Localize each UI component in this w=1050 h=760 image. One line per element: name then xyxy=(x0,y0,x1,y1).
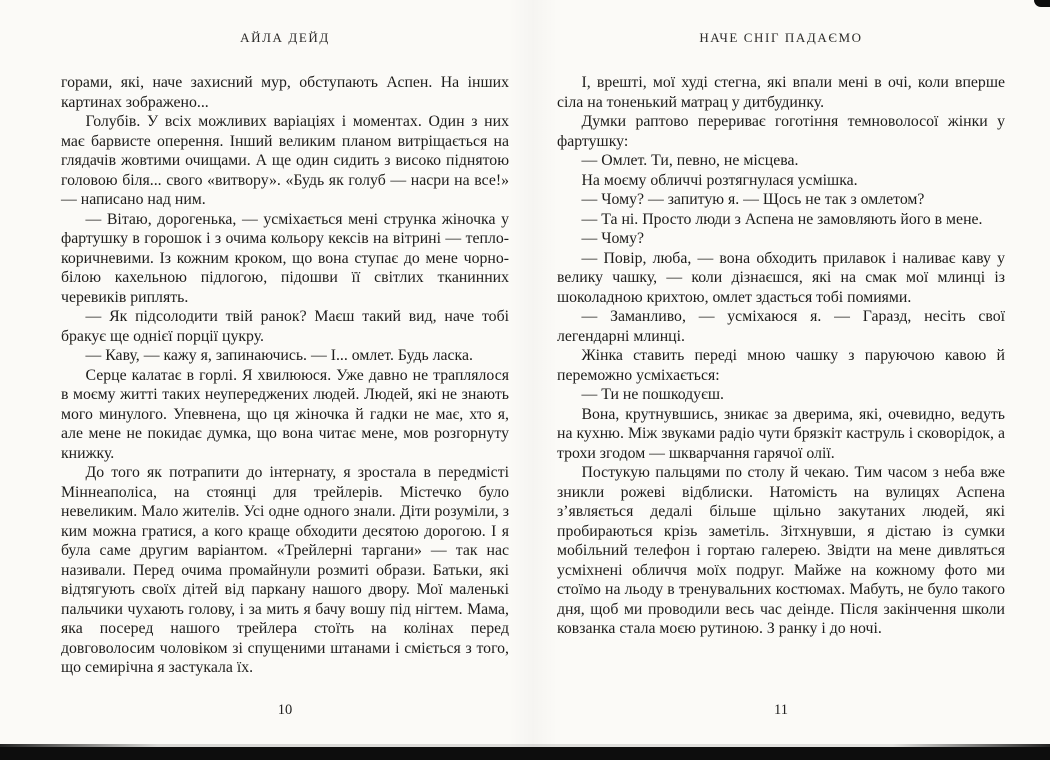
paragraph: — Чому? — запитую я. — Щось не так з омлетом? xyxy=(581,191,925,208)
paragraph: — Вітаю, дорогенька, — усміхається мені струнка жіночка у фартушку в горошок і з очима кольору кексів на вітрині — тепло-коричневими. Із кожним кроком, що вона ступає до мене чорно-білою кахельною підлогою, підошви її світлих тканинних черевиків риплять. xyxy=(61,210,509,306)
scan-edge-bottom xyxy=(0,747,1050,760)
paragraph: Жінка ставить переді мною чашку з паруючою кавою й переможно усміхається: xyxy=(557,347,1005,384)
page-gutter xyxy=(509,0,557,760)
paragraph: Серце калатає в горлі. Я хвилююся. Уже давно не траплялося в моєму житті таких неупереджених людей. Людей, які не знають мого минулого. Упевнена, що ця жіночка й гадки не має, хто я, але мене не покидає думка, що вона читає мене, мов розгорнуту книжку. xyxy=(61,366,509,462)
paragraph: І, врешті, мої худі стегна, які впали мені в очі, коли вперше сіла на тоненький матрац у дитбудинку. xyxy=(557,74,1005,111)
page-right xyxy=(557,0,1005,760)
paragraph: — Каву, — кажу я, запинаючись. — І... омлет. Будь ласка. xyxy=(85,347,473,364)
paragraph: Думки раптово перериває гоготіння темноволосої жінки у фартушку: xyxy=(557,113,1005,150)
paragraph: До того як потрапити до інтернату, я зростала в передмісті Міннеаполіса, на стоянці для трейлерів. Містечко було невеликим. Мало жителів. Усі одне одного знали. Діти розуміли, з ким можна гратися, а кого краще обходити десятою дорогою. І я була саме другим варіантом. «Трейлерні таргани» — так нас називали. Перед очима промайнули розмиті образи. Батьки, які відтягують своїх дітей від паркану нашого двору. Мої маленькі пальчики чухають голову, і за мить я бачу вошу під нігтем. Мама, яка посеред нашого трейлера стоїть на колінах перед довговолосим чоловіком зі спущеними штанами і сміється з того, що семирічна я застукала їх. xyxy=(61,464,509,676)
page-number-left: 10 xyxy=(277,702,293,718)
paragraph: — Омлет. Ти, певно, не місцева. xyxy=(581,152,799,169)
page-left xyxy=(61,0,509,760)
page-body-right xyxy=(557,73,1005,639)
page-body-left xyxy=(61,73,509,678)
paragraph: — Повір, люба, — вона обходить прилавок і наливає каву у велику чашку, — коли дізнаєшся, які на смак мої млинці із шоколадною крихтою, омлет здасться тобі помиями. xyxy=(557,249,1005,306)
paragraph: Постукую пальцями по столу й чекаю. Тим часом з неба вже зникли рожеві відблиски. Натомість на вулицях Аспена з’являється дедалі більше щільно закутаних людей, які пробираються крізь заметіль. Зітхнувши, я дістаю із сумки мобільний телефон і гортаю галерею. Звідти на мене дивляться усміхнені обличчя моїх подруг. Майже на кожному фото ми стоїмо на льоду в тренувальних костюмах. Мабуть, не було такого дня, щоб ми проводили весь час деінде. Після закінчення школи ковзанка стала моєю рутиною. З ранку і до ночі. xyxy=(557,464,1005,637)
running-header-author: АЙЛА ДЕЙД xyxy=(240,30,330,45)
paragraph: — Чому? xyxy=(581,230,645,247)
paragraph: — Та ні. Просто люди з Аспена не замовляють його в мене. xyxy=(581,210,983,228)
paragraph: Голубів. У всіх можливих варіаціях і моментах. Один з них має барвисте оперення. Інший великим планом витріщається на глядачів жовтими очищами. А ще один сидить з високо піднятою головою біля... свого «витвору». «Будь як голуб — насри на все!» — написано над ним. xyxy=(61,113,509,208)
running-header-title: НАЧЕ СНІГ ПАДАЄМО xyxy=(699,30,863,45)
paragraph: Вона, крутнувшись, зникає за дверима, які, очевидно, ведуть на кухню. Між звуками радіо чути брязкіт каструль і сковорідок, а трохи згодом — шкварчання гарячої олії. xyxy=(557,405,1005,462)
page-number-right: 11 xyxy=(774,702,788,718)
scan-mark-top-right xyxy=(1034,0,1050,7)
paragraph: — Заманливо, — усміхаюся я. — Гаразд, несіть свої легендарні млинці. xyxy=(557,308,1005,345)
paragraph: На моєму обличчі розтягнулася усмішка. xyxy=(581,171,858,189)
paragraph: — Як підсолодити твій ранок? Маєш такий вид, наче тобі бракує ще однієї порції цукру. xyxy=(61,308,509,345)
paragraph: горами, які, наче захисний мур, обступають Аспен. На інших картинах зображено... xyxy=(61,74,509,111)
paragraph: — Ти не пошкодуєш. xyxy=(581,386,724,403)
